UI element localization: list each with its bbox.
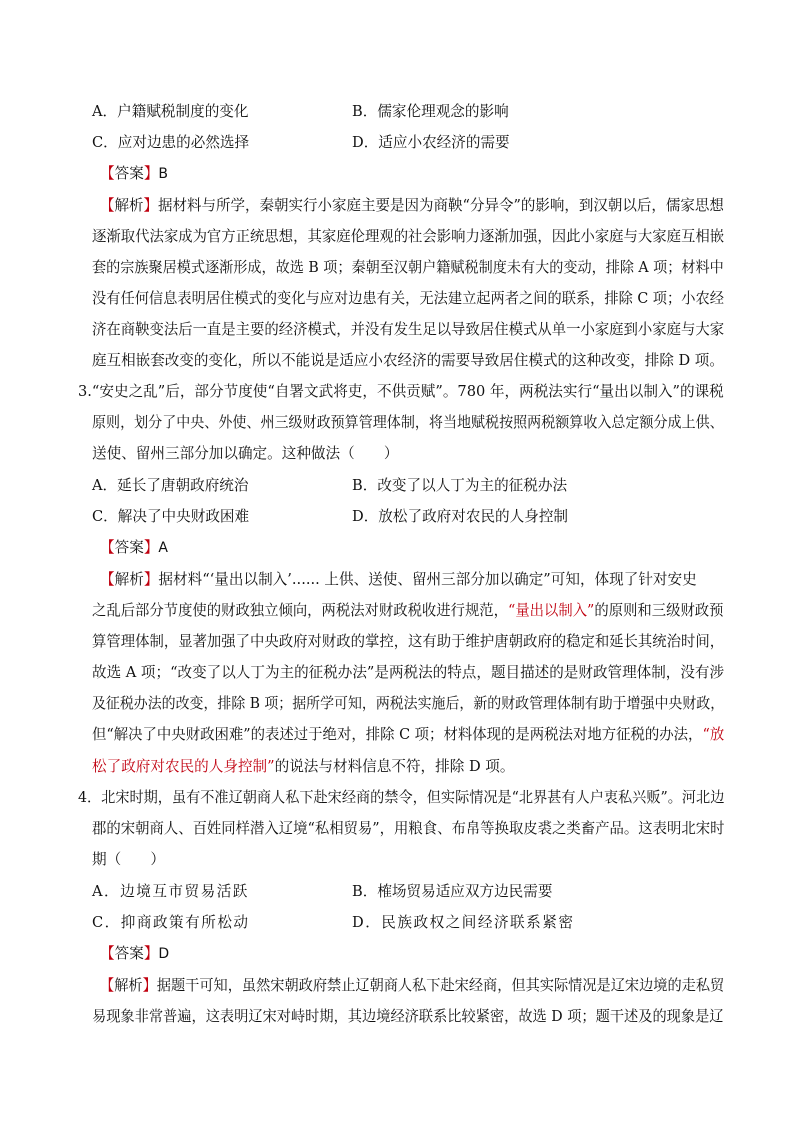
analysis-bracket-open: 【 bbox=[100, 571, 115, 588]
answer-tag-word: 答案 bbox=[114, 165, 144, 182]
q3-option-d: D．放松了政府对农民的人身控制 bbox=[352, 508, 569, 525]
analysis-text: 的说法与材料信息不符，排除 D 项。 bbox=[274, 758, 515, 775]
answer-bracket-open: 【 bbox=[100, 539, 115, 556]
q2-analysis-line-3: 套的宗族聚居模式逐渐形成，故选 B 项；秦朝至汉朝户籍赋税制度未有大的变动，排除 A 项；材料中 bbox=[92, 259, 724, 276]
answer-bracket-close: 】 bbox=[143, 165, 159, 182]
q2-answer bbox=[100, 164, 168, 184]
analysis-tag-word: 解析 bbox=[114, 197, 144, 214]
q4-option-c: C．抑商政策有所松动 bbox=[92, 914, 250, 931]
answer-value: D bbox=[158, 946, 170, 962]
q4-option-b: B．榷场贸易适应双方边民需要 bbox=[352, 883, 553, 900]
analysis-text: 据材料与所学，秦朝实行小家庭主要是因为商鞅“分异令”的影响，到汉朝以后，儒家思想 bbox=[158, 197, 724, 214]
q3-analysis-line-5: 及征税办法的改变，排除 B 项；据所学可知，两税法实施后，新的财政管理体制有助于增强中央财政， bbox=[92, 695, 725, 712]
q3-option-a: A．延长了唐朝政府统治 bbox=[92, 477, 249, 494]
q4-stem-line-3: 期（ ） bbox=[92, 851, 165, 868]
q2-analysis-line-4: 没有任何信息表明居住模式的变化与应对边患有关，无法建立起两者之间的联系，排除 C 项；小农经 bbox=[92, 290, 724, 307]
q3-analysis-line-7 bbox=[92, 757, 514, 777]
analysis-bracket-close: 】 bbox=[143, 571, 159, 588]
analysis-bracket-close: 】 bbox=[143, 197, 159, 214]
answer-bracket-open: 【 bbox=[100, 165, 115, 182]
q3-option-b: B．改变了以人丁为主的征税办法 bbox=[352, 477, 568, 494]
analysis-text: 之乱后部分节度使的财政独立倾向，两税法对财政税收进行规范， bbox=[92, 602, 508, 619]
q3-analysis-line-3: 算管理体制，显著加强了中央政府对财政的掌控，这有助于维护唐朝政府的稳定和延长其统治时间， bbox=[92, 633, 725, 650]
q3-stem-line-1: 3.“安史之乱”后，部分节度使“自署文武将吏，不供贡赋”。780 年，两税法实行“量出以制入”的课税 bbox=[78, 383, 724, 400]
q4-option-d: D．民族政权之间经济联系紧密 bbox=[352, 914, 575, 931]
q4-stem-line-1: 4．北宋时期，虽有不准辽朝商人私下赴宋经商的禁令，但实际情况是“北界甚有人户衷私兴贩”。河北边 bbox=[78, 789, 725, 806]
answer-tag-word: 答案 bbox=[114, 945, 144, 962]
answer-value: B bbox=[158, 166, 169, 182]
answer-value: A bbox=[158, 540, 168, 556]
highlighted-quote: 松了政府对农民的人身控制” bbox=[92, 758, 275, 775]
q2-option-a: A．户籍赋税制度的变化 bbox=[92, 103, 249, 120]
answer-tag-word: 答案 bbox=[114, 539, 144, 556]
q2-analysis-line-5: 济在商鞅变法后一直是主要的经济模式，并没有发生足以导致居住模式从单一小家庭到小家庭与大家 bbox=[92, 321, 725, 338]
q2-option-b: B．儒家伦理观念的影响 bbox=[352, 103, 509, 120]
highlighted-quote: “量出以制入” bbox=[507, 602, 595, 619]
q3-analysis-line-4: 故选 A 项；“改变了以人丁为主的征税办法”是两税法的特点，题目描述的是财政管理体制，没有涉 bbox=[92, 664, 725, 681]
answer-bracket-close: 】 bbox=[143, 539, 159, 556]
answer-bracket-open: 【 bbox=[100, 945, 115, 962]
q3-answer bbox=[100, 538, 168, 558]
q4-analysis-line-1 bbox=[100, 976, 724, 996]
q4-option-a: A．边境互市贸易活跃 bbox=[92, 883, 249, 900]
q3-option-c: C．解决了中央财政困难 bbox=[92, 508, 250, 525]
q3-analysis-line-1 bbox=[100, 570, 697, 590]
q4-stem-line-2: 郡的宋朝商人、百姓同样潜入辽境“私相贸易”，用粮食、布帛等换取皮裘之类畜产品。这表明北宋时 bbox=[92, 820, 725, 837]
analysis-text: 但“解决了中央财政困难”的表述过于绝对，排除 C 项；材料体现的是两税法对地方征税的办法， bbox=[92, 726, 703, 743]
analysis-bracket-open: 【 bbox=[100, 197, 115, 214]
q2-option-c: C．应对边患的必然选择 bbox=[92, 134, 250, 151]
analysis-text: 的原则和三级财政预 bbox=[594, 602, 724, 619]
q3-stem-line-3: 送使、留州三部分加以确定。这种做法（ ） bbox=[92, 445, 399, 462]
q2-analysis-line-6: 庭互相嵌套改变的变化，所以不能说是适应小农经济的需要导致居住模式的这种改变，排除 D 项。 bbox=[92, 352, 724, 369]
analysis-text: 据题干可知，虽然宋朝政府禁止辽朝商人私下赴宋经商，但其实际情况是辽宋边境的走私贸 bbox=[156, 977, 725, 994]
analysis-bracket-open: 【 bbox=[100, 977, 115, 994]
q3-stem-line-2: 原则，划分了中央、外使、州三级财政预算管理体制，将当地赋税按照两税额算收入总定额分成上供、 bbox=[92, 414, 724, 431]
analysis-tag-word: 解析 bbox=[114, 571, 144, 588]
q3-analysis-line-6 bbox=[92, 725, 724, 745]
q4-answer bbox=[100, 944, 169, 964]
highlighted-quote: “放 bbox=[702, 726, 725, 743]
q2-analysis-line-2: 逐渐取代法家成为官方正统思想，其家庭伦理观的社会影响力逐渐加强，因此小家庭与大家庭互相嵌 bbox=[92, 228, 725, 245]
analysis-tag-word: 解析 bbox=[114, 977, 143, 994]
analysis-text: 据材料“‘量出以制入’...... 上供、送使、留州三部分加以确定”可知，体现了针对安史 bbox=[158, 571, 697, 588]
q4-analysis-line-2: 易现象非常普遍，这表明辽宋对峙时期，其边境经济联系比较紧密，故选 D 项；题干述及的现象是辽 bbox=[92, 1008, 724, 1025]
answer-bracket-close: 】 bbox=[143, 945, 159, 962]
q2-analysis-line-1 bbox=[100, 196, 724, 216]
q2-option-d: D．适应小农经济的需要 bbox=[352, 134, 510, 151]
analysis-bracket-close: 】 bbox=[142, 977, 157, 994]
q3-analysis-line-2 bbox=[92, 601, 724, 621]
